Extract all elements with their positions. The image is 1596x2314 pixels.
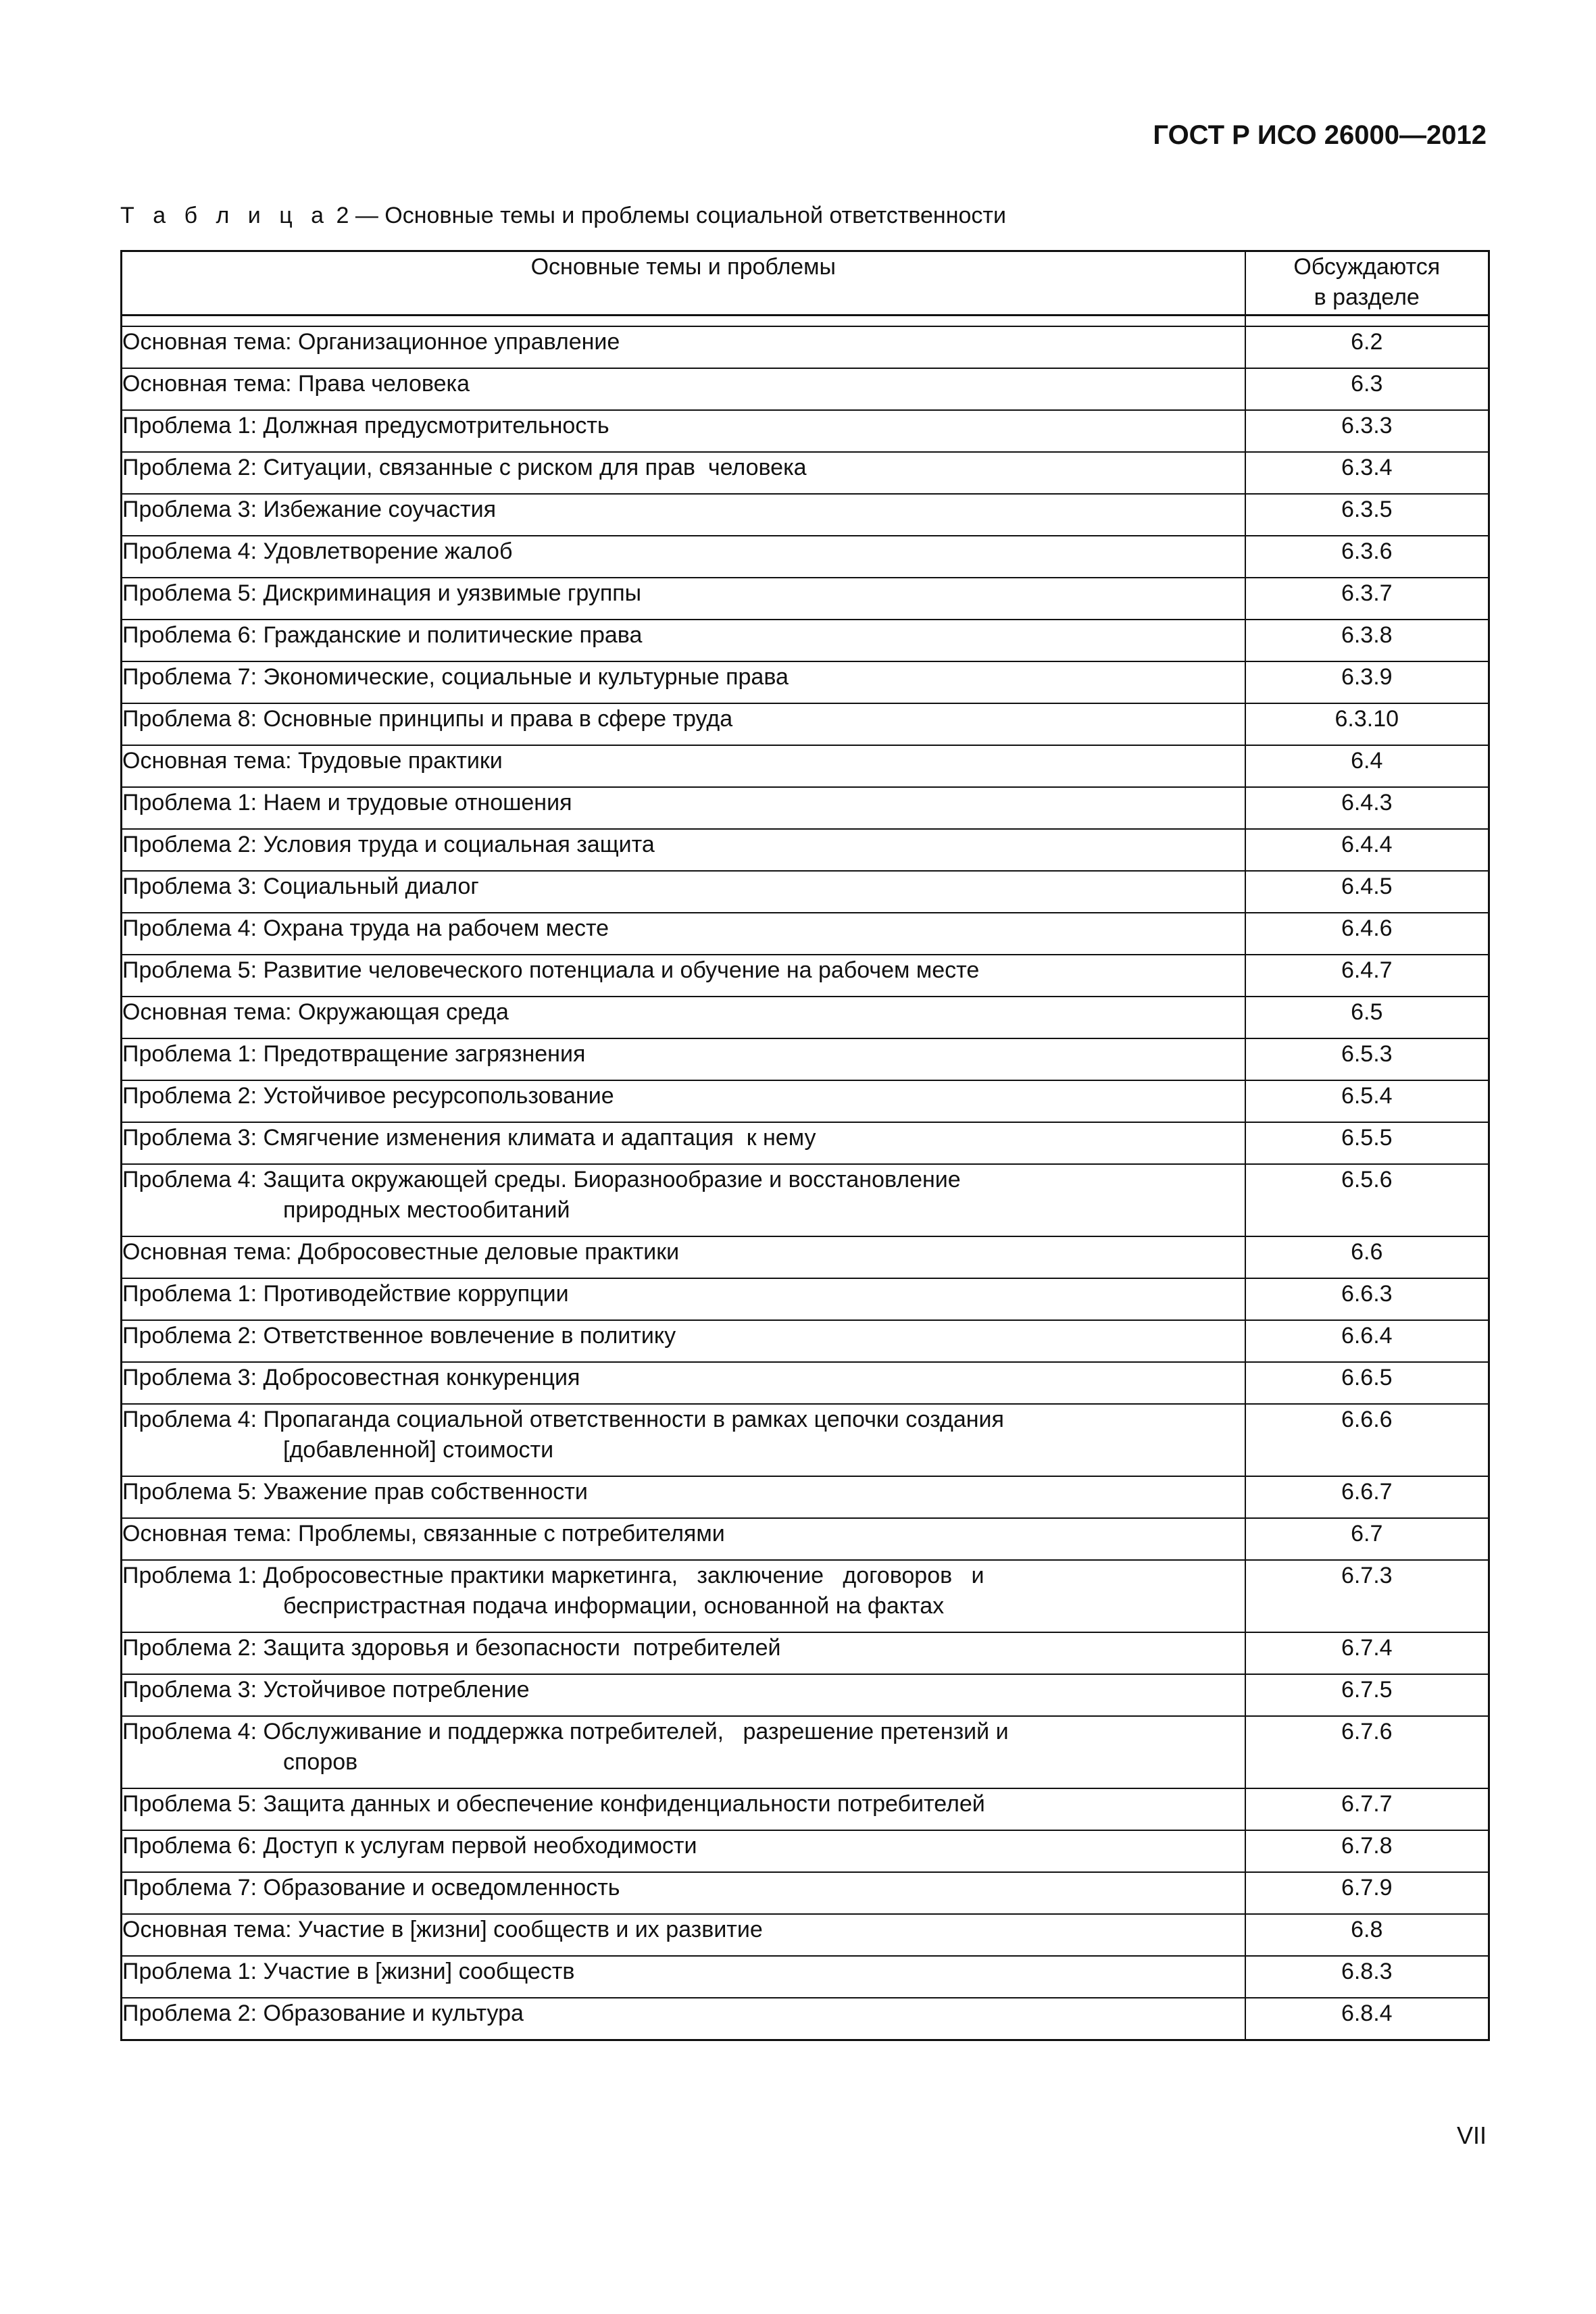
section-number: 6.5 [1245, 997, 1489, 1038]
section-number: 6.7.5 [1245, 1674, 1489, 1716]
column-header-topics: Основные темы и проблемы [122, 251, 1245, 316]
issue-label: Проблема 3: Устойчивое потребление [122, 1677, 530, 1703]
issue-label-continuation: беспристрастная подача информации, основанной на фактах [283, 1593, 945, 1619]
issue-label: Проблема 1: Добросовестные практики маркетинга, заключение договоров и [122, 1563, 984, 1588]
theme-cell [122, 1914, 1245, 1956]
issue-cell [122, 410, 1245, 452]
page-number: VII [1456, 2121, 1487, 2149]
issue-row [122, 536, 1489, 578]
issue-row [122, 1404, 1489, 1476]
issue-cell [122, 578, 1245, 620]
theme-cell [122, 326, 1245, 368]
section-number: 6.3.8 [1245, 620, 1489, 661]
issue-row [122, 703, 1489, 745]
issue-row [122, 1998, 1489, 2040]
section-number: 6.8.4 [1245, 1998, 1489, 2040]
issue-cell [122, 1476, 1245, 1518]
issue-cell [122, 1956, 1245, 1998]
issue-cell [122, 1122, 1245, 1164]
table-caption [120, 203, 1006, 229]
issue-label: Проблема 3: Смягчение изменения климата и адаптация к нему [122, 1125, 816, 1151]
section-number: 6.7.9 [1245, 1872, 1489, 1914]
section-number: 6.8.3 [1245, 1956, 1489, 1998]
section-number: 6.4.5 [1245, 871, 1489, 913]
theme-row [122, 1518, 1489, 1560]
section-number: 6.5.6 [1245, 1164, 1489, 1236]
section-number: 6.7.4 [1245, 1632, 1489, 1674]
section-number: 6.5.4 [1245, 1080, 1489, 1122]
issue-label: Проблема 1: Противодействие коррупции [122, 1281, 569, 1307]
column-header-section-line1: Обсуждаются [1293, 254, 1441, 280]
section-number: 6.6 [1245, 1236, 1489, 1278]
issue-label: Проблема 5: Защита данных и обеспечение конфиденциальности потребителей [122, 1791, 985, 1817]
issue-label: Проблема 3: Избежание соучастия [122, 497, 497, 522]
table-body [122, 316, 1489, 2040]
section-number: 6.6.5 [1245, 1362, 1489, 1404]
spacer-row [122, 316, 1489, 327]
issue-label: Проблема 4: Удовлетворение жалоб [122, 538, 513, 564]
theme-row [122, 1236, 1489, 1278]
issue-label: Проблема 2: Защита здоровья и безопасности потребителей [122, 1635, 781, 1661]
issue-label: Проблема 1: Предотвращение загрязнения [122, 1041, 586, 1067]
issue-cell [122, 1998, 1245, 2040]
section-number: 6.3.5 [1245, 494, 1489, 536]
issue-label: Проблема 2: Условия труда и социальная защита [122, 832, 655, 857]
issue-cell [122, 620, 1245, 661]
issue-label: Проблема 1: Должная предусмотрительность [122, 413, 609, 438]
issue-label: Проблема 4: Обслуживание и поддержка потребителей, разрешение претензий и [122, 1719, 1009, 1744]
issue-label: Проблема 6: Доступ к услугам первой необходимости [122, 1833, 697, 1859]
issue-row [122, 1956, 1489, 1998]
issue-row [122, 871, 1489, 913]
theme-cell [122, 745, 1245, 787]
issue-cell [122, 1278, 1245, 1320]
issue-cell [122, 1404, 1245, 1476]
issue-label-continuation: споров [283, 1749, 358, 1775]
theme-label: Основная тема: Трудовые практики [122, 748, 503, 774]
issue-row [122, 1080, 1489, 1122]
issue-cell [122, 1830, 1245, 1872]
section-number: 6.7.8 [1245, 1830, 1489, 1872]
section-number: 6.7.3 [1245, 1560, 1489, 1632]
theme-label: Основная тема: Участие в [жизни] сообществ и их развитие [122, 1917, 763, 1942]
issue-cell [122, 1674, 1245, 1716]
issue-label: Проблема 2: Ответственное вовлечение в политику [122, 1323, 676, 1349]
issue-row [122, 410, 1489, 452]
table-caption-text: 2 — Основные темы и проблемы социальной ответственности [336, 203, 1006, 228]
issue-cell [122, 1038, 1245, 1080]
theme-cell [122, 997, 1245, 1038]
issue-cell [122, 1872, 1245, 1914]
section-number: 6.3.6 [1245, 536, 1489, 578]
issue-label: Проблема 5: Дискриминация и уязвимые группы [122, 580, 642, 606]
issue-label: Проблема 4: Охрана труда на рабочем месте [122, 915, 609, 941]
issue-row [122, 1164, 1489, 1236]
section-number: 6.6.7 [1245, 1476, 1489, 1518]
issue-cell [122, 1164, 1245, 1236]
section-number: 6.7.7 [1245, 1788, 1489, 1830]
issue-cell [122, 1788, 1245, 1830]
issue-label-continuation: природных местообитаний [283, 1197, 570, 1223]
section-number: 6.4.7 [1245, 955, 1489, 997]
issue-cell [122, 703, 1245, 745]
issue-row [122, 1476, 1489, 1518]
issue-label: Проблема 2: Ситуации, связанные с риском для прав человека [122, 455, 807, 480]
issue-cell [122, 955, 1245, 997]
issue-label: Проблема 7: Образование и осведомленность [122, 1875, 620, 1901]
issue-label: Проблема 3: Социальный диалог [122, 874, 479, 899]
section-number: 6.4.6 [1245, 913, 1489, 955]
theme-row [122, 745, 1489, 787]
issue-cell [122, 536, 1245, 578]
issue-row [122, 1038, 1489, 1080]
section-number: 6.2 [1245, 326, 1489, 368]
issue-row [122, 1716, 1489, 1788]
issue-cell [122, 829, 1245, 871]
issue-row [122, 787, 1489, 829]
section-number: 6.6.4 [1245, 1320, 1489, 1362]
issue-cell [122, 871, 1245, 913]
section-number: 6.5.5 [1245, 1122, 1489, 1164]
issue-row [122, 1278, 1489, 1320]
issue-label: Проблема 2: Образование и культура [122, 2001, 524, 2026]
issue-cell [122, 1320, 1245, 1362]
issue-row [122, 1362, 1489, 1404]
topics-table [120, 250, 1490, 2041]
theme-row [122, 1914, 1489, 1956]
issue-label: Проблема 5: Уважение прав собственности [122, 1479, 588, 1505]
theme-label: Основная тема: Права человека [122, 371, 470, 397]
issue-cell [122, 913, 1245, 955]
theme-label: Основная тема: Проблемы, связанные с потребителями [122, 1521, 725, 1546]
issue-label-continuation: [добавленной] стоимости [283, 1437, 554, 1463]
issue-row [122, 1674, 1489, 1716]
issue-row [122, 452, 1489, 494]
theme-row [122, 326, 1489, 368]
issue-cell [122, 1080, 1245, 1122]
section-number: 6.6.6 [1245, 1404, 1489, 1476]
theme-cell [122, 1236, 1245, 1278]
theme-cell [122, 368, 1245, 410]
issue-row [122, 620, 1489, 661]
issue-cell [122, 661, 1245, 703]
column-header-section-line2: в разделе [1314, 284, 1420, 310]
section-number: 6.3 [1245, 368, 1489, 410]
section-number: 6.5.3 [1245, 1038, 1489, 1080]
issue-row [122, 1632, 1489, 1674]
issue-label: Проблема 1: Наем и трудовые отношения [122, 790, 572, 815]
issue-cell [122, 1560, 1245, 1632]
theme-label: Основная тема: Организационное управление [122, 329, 620, 355]
section-number: 6.7 [1245, 1518, 1489, 1560]
theme-row [122, 368, 1489, 410]
section-number: 6.3.4 [1245, 452, 1489, 494]
issue-label: Проблема 5: Развитие человеческого потенциала и обучение на рабочем месте [122, 957, 980, 983]
section-number: 6.4.4 [1245, 829, 1489, 871]
issue-cell [122, 1362, 1245, 1404]
issue-label: Проблема 1: Участие в [жизни] сообществ [122, 1959, 575, 1984]
issue-row [122, 494, 1489, 536]
section-number: 6.4 [1245, 745, 1489, 787]
standard-designation: ГОСТ Р ИСО 26000—2012 [1153, 120, 1487, 150]
issue-label: Проблема 4: Пропаганда социальной ответственности в рамках цепочки создания [122, 1407, 1004, 1432]
issue-label: Проблема 8: Основные принципы и права в сфере труда [122, 706, 733, 732]
theme-row [122, 997, 1489, 1038]
issue-label: Проблема 6: Гражданские и политические права [122, 622, 643, 648]
theme-label: Основная тема: Добросовестные деловые практики [122, 1239, 680, 1265]
issue-label: Проблема 3: Добросовестная конкуренция [122, 1365, 580, 1390]
section-number: 6.8 [1245, 1914, 1489, 1956]
issue-row [122, 1872, 1489, 1914]
issue-label: Проблема 2: Устойчивое ресурсопользование [122, 1083, 614, 1109]
section-number: 6.4.3 [1245, 787, 1489, 829]
issue-row [122, 913, 1489, 955]
section-number: 6.6.3 [1245, 1278, 1489, 1320]
theme-cell [122, 1518, 1245, 1560]
issue-row [122, 829, 1489, 871]
issue-cell [122, 1716, 1245, 1788]
issue-cell [122, 787, 1245, 829]
section-number: 6.3.10 [1245, 703, 1489, 745]
issue-label: Проблема 7: Экономические, социальные и культурные права [122, 664, 789, 690]
issue-row [122, 1320, 1489, 1362]
theme-label: Основная тема: Окружающая среда [122, 999, 509, 1025]
section-number: 6.7.6 [1245, 1716, 1489, 1788]
section-number: 6.3.7 [1245, 578, 1489, 620]
issue-row [122, 578, 1489, 620]
issue-row [122, 1788, 1489, 1830]
issue-row [122, 1560, 1489, 1632]
section-number: 6.3.3 [1245, 410, 1489, 452]
table-caption-label: Т а б л и ц а [120, 203, 330, 228]
issue-cell [122, 452, 1245, 494]
section-number: 6.3.9 [1245, 661, 1489, 703]
issue-cell [122, 1632, 1245, 1674]
issue-row [122, 661, 1489, 703]
issue-label: Проблема 4: Защита окружающей среды. Биоразнообразие и восстановление [122, 1167, 961, 1192]
issue-cell [122, 494, 1245, 536]
column-header-section [1245, 251, 1489, 316]
issue-row [122, 1830, 1489, 1872]
issue-row [122, 1122, 1489, 1164]
issue-row [122, 955, 1489, 997]
